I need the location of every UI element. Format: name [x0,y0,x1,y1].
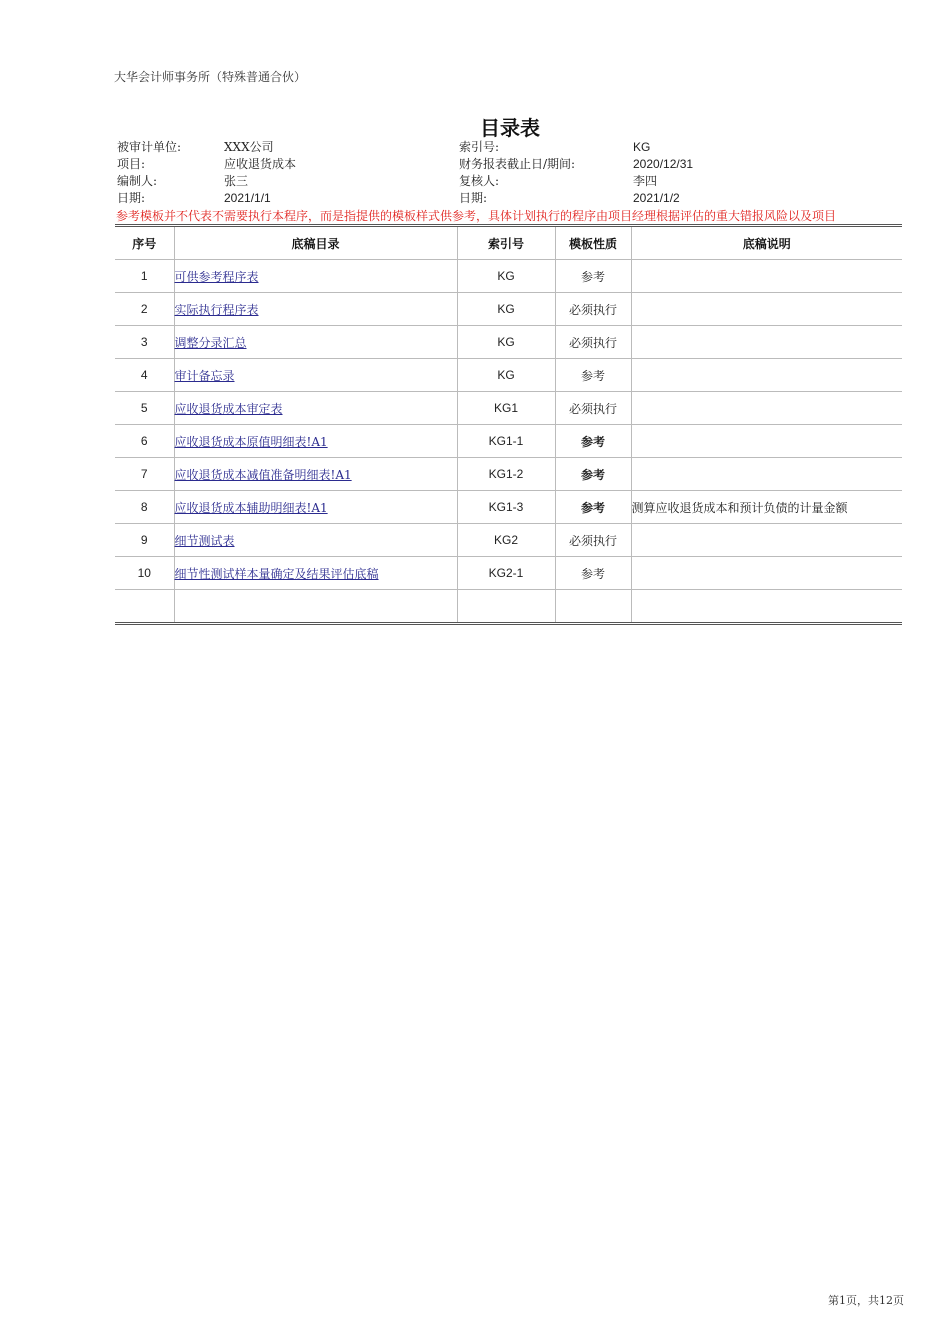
row-seq: 8 [115,491,174,524]
table-row [115,491,902,524]
meta-label-preparer: 编制人: [117,174,158,188]
meta-value-reviewer: 李四 [633,174,658,188]
row-seq: 6 [115,425,174,458]
row-seq: 9 [115,524,174,557]
meta-right-labels [459,139,575,207]
row-template-type: 必须执行 [555,524,631,557]
row-seq: 2 [115,293,174,326]
empty-cell [115,590,174,624]
table-row [115,557,902,590]
template-notice: 参考模板并不代表不需要执行本程序，而是指提供的模板样式供参考，具体计划执行的程序由项目经理根据评估的重大错报风险以及项目 [116,209,837,223]
row-template-type: 参考 [555,260,631,293]
row-index: KG1-1 [457,425,555,458]
meta-label-date: 日期: [117,191,146,205]
row-description [631,524,902,557]
meta-label-audited-unit: 被审计单位: [117,140,182,154]
meta-label-period: 财务报表截止日/期间: [459,157,576,171]
row-index: KG [457,293,555,326]
workpaper-link[interactable]: 调整分录汇总 [174,335,247,350]
meta-left-labels [117,139,181,207]
table-row [115,293,902,326]
col-header-workpaper: 底稿目录 [174,226,457,260]
col-header-index: 索引号 [457,226,555,260]
row-index: KG2-1 [457,557,555,590]
row-description [631,326,902,359]
empty-cell [457,590,555,624]
row-workpaper-cell [174,392,457,425]
workpaper-link[interactable]: 应收退货成本原值明细表!A1 [174,434,328,449]
row-description [631,392,902,425]
row-workpaper-cell [174,524,457,557]
row-index: KG [457,260,555,293]
col-header-template-type: 模板性质 [555,226,631,260]
row-index: KG1 [457,392,555,425]
row-description [631,359,902,392]
row-workpaper-cell [174,326,457,359]
table-row [115,260,902,293]
row-index: KG [457,359,555,392]
row-description [631,557,902,590]
row-workpaper-cell [174,359,457,392]
table-row-empty [115,590,902,624]
row-description [631,260,902,293]
meta-value-review-date: 2021/1/2 [633,191,680,205]
workpaper-link[interactable]: 审计备忘录 [174,368,235,383]
workpaper-link[interactable]: 应收退货成本审定表 [174,401,283,416]
row-seq: 4 [115,359,174,392]
row-description [631,293,902,326]
meta-left-values [224,139,296,207]
row-template-type: 参考 [555,458,631,491]
row-index: KG1-3 [457,491,555,524]
row-template-type: 必须执行 [555,293,631,326]
row-seq: 1 [115,260,174,293]
directory-table [115,224,902,625]
row-workpaper-cell [174,491,457,524]
row-workpaper-cell [174,425,457,458]
row-template-type: 参考 [555,359,631,392]
row-description: 测算应收退货成本和预计负债的计量金额 [631,491,902,524]
table-row [115,425,902,458]
row-description [631,458,902,491]
workpaper-link[interactable]: 实际执行程序表 [174,302,259,317]
workpaper-link[interactable]: 细节测试表 [174,533,235,548]
row-seq: 7 [115,458,174,491]
row-template-type: 参考 [555,425,631,458]
row-template-type: 参考 [555,557,631,590]
meta-label-review-date: 日期: [459,191,488,205]
workpaper-link[interactable]: 应收退货成本减值准备明细表!A1 [174,467,352,482]
row-template-type: 参考 [555,491,631,524]
meta-value-period: 2020/12/31 [633,157,694,171]
meta-label-project: 项目: [117,157,146,171]
meta-value-date: 2021/1/1 [224,191,271,205]
workpaper-link[interactable]: 可供参考程序表 [174,269,259,284]
table-row [115,524,902,557]
table-row [115,326,902,359]
empty-cell [174,590,457,624]
workpaper-link[interactable]: 细节性测试样本量确定及结果评估底稿 [174,566,379,581]
row-index: KG [457,326,555,359]
meta-label-reviewer: 复核人: [459,174,500,188]
table-row [115,359,902,392]
meta-right-values [633,139,693,207]
row-seq: 3 [115,326,174,359]
table-row [115,392,902,425]
row-template-type: 必须执行 [555,326,631,359]
row-workpaper-cell [174,260,457,293]
row-index: KG2 [457,524,555,557]
workpaper-link[interactable]: 应收退货成本辅助明细表!A1 [174,500,328,515]
meta-value-preparer: 张三 [224,174,249,188]
page-number: 第1页，共12页 [828,1294,904,1307]
firm-name: 大华会计师事务所（特殊普通合伙） [114,70,307,84]
row-seq: 10 [115,557,174,590]
empty-cell [631,590,902,624]
col-header-seq: 序号 [115,226,174,260]
row-index: KG1-2 [457,458,555,491]
page-title: 目录表 [480,116,540,140]
row-description [631,425,902,458]
table-header-row [115,226,902,260]
row-template-type: 必须执行 [555,392,631,425]
meta-value-project: 应收退货成本 [224,157,297,171]
meta-value-index: KG [633,140,651,154]
row-seq: 5 [115,392,174,425]
meta-label-index: 索引号: [459,140,500,154]
meta-value-audited-unit: XXX公司 [224,140,274,154]
row-workpaper-cell [174,293,457,326]
empty-cell [555,590,631,624]
row-workpaper-cell [174,458,457,491]
table-row [115,458,902,491]
col-header-description: 底稿说明 [631,226,902,260]
row-workpaper-cell [174,557,457,590]
